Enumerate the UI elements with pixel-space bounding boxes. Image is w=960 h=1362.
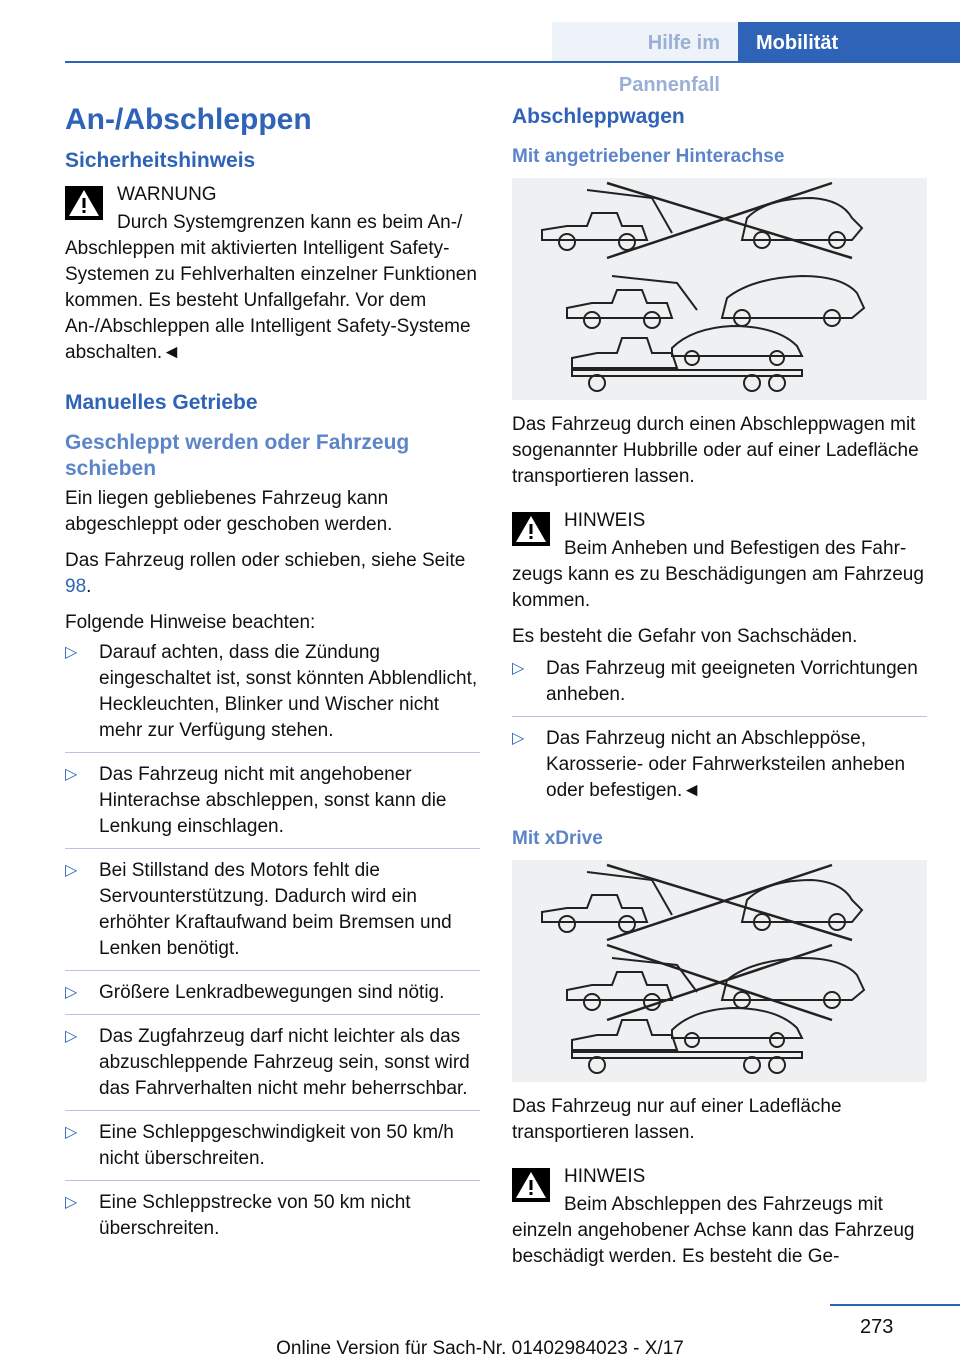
warning-label: WARNUNG <box>117 184 217 205</box>
reference-text: Das Fahrzeug rollen oder schieben, siehe Seite <box>65 550 466 571</box>
towing-illustration-rear-axle <box>512 178 927 400</box>
towing-diagram <box>512 178 927 400</box>
tow-row-3 <box>572 1008 802 1073</box>
reference-end: . <box>86 576 92 597</box>
hint-notice-2 <box>512 1162 927 1270</box>
manual-heading: Manuelles Getriebe <box>65 391 258 414</box>
hint-notice-1 <box>512 506 927 614</box>
xdrive-subheading: Mit xDrive <box>512 828 603 849</box>
hint-label: HINWEIS <box>564 1166 646 1187</box>
page-number: 273 <box>860 1316 894 1338</box>
header-tabs <box>552 22 960 96</box>
warning-first-line: Durch Systemgrenzen kann es beim An-/ <box>117 212 463 233</box>
list-item: ▷ Das Fahrzeug mit geeigneten Vorrichtungen anheben. <box>512 658 918 705</box>
rear-axle-subheading: Mit angetriebener Hinterachse <box>512 146 785 167</box>
list-item: ▷ Darauf achten, dass die Zündung eingeschaltet ist, sonst könnten Abblendlicht, Heckleuchten, Blinker und Wischer nicht mehr zur Verfügung stehen. <box>65 642 478 741</box>
warning-text: Abschleppen mit aktivierten Intelligent Safety-Systemen zu Fehlverhalten einzelner Funktionen kommen. Es besteht Unfallgefahr. Vor dem An-/Abschleppen alle Intelligent Safety-Systeme abschalten.◄ <box>65 238 477 363</box>
triangle-bullet-icon: ▷ <box>65 984 78 1001</box>
warning-icon <box>512 1168 550 1202</box>
triangle-bullet-icon: ▷ <box>65 644 78 661</box>
tow-truck-heading: Abschleppwagen <box>512 105 685 128</box>
tow-row-1 <box>542 190 862 250</box>
online-version-note: Online Version für Sach-Nr. 01402984023 - X/17 <box>276 1338 684 1359</box>
tow-row-2 <box>567 276 864 328</box>
xdrive-paragraph: Das Fahrzeug nur auf einer Ladefläche transportieren lassen. <box>512 1096 842 1143</box>
safety-heading: Sicherheitshinweis <box>65 149 256 172</box>
list-item: ▷ Das Zugfahrzeug darf nicht leichter als das abzuschleppende Fahrzeug sein, sonst wird das Fahrverhalten nicht mehr beherrschbar. <box>65 1014 480 1110</box>
left-bullet-list <box>65 640 480 1250</box>
list-item: ▷ Größere Lenkradbewegungen sind nötig. <box>65 970 480 1014</box>
hint-first-line: Beim Anheben und Befestigen des Fahr- <box>564 538 907 559</box>
warning-icon <box>65 186 103 220</box>
damage-paragraph: Es besteht die Gefahr von Sachschäden. <box>512 626 858 647</box>
triangle-bullet-icon: ▷ <box>65 1194 78 1211</box>
list-item: ▷ Eine Schleppstrecke von 50 km nicht überschreiten. <box>65 1180 480 1250</box>
footer-rule <box>830 1304 960 1306</box>
hint-first-line: Beim Abschleppen des Fahrzeugs mit <box>564 1194 883 1215</box>
hint-text: einzeln angehobener Achse kann das Fahrzeug beschädigt werden. Es besteht die Ge- <box>512 1220 915 1267</box>
intro-paragraph: Ein liegen gebliebenes Fahrzeug kann abgeschleppt oder geschoben werden. <box>65 488 393 535</box>
list-item: ▷ Bei Stillstand des Motors fehlt die Servounterstützung. Dadurch wird ein erhöhter Kraftaufwand beim Bremsen und Lenken benötigt. <box>65 848 480 970</box>
towed-heading: Geschleppt werden oder Fahrzeug schieben <box>65 431 410 480</box>
hint-text: zeugs kann es zu Beschädigungen am Fahrzeug kommen. <box>512 564 924 611</box>
left-column <box>65 96 480 1250</box>
list-item: ▷ Das Fahrzeug nicht mit angehobener Hinterachse abschleppen, sonst kann die Lenkung einschlagen. <box>65 752 480 848</box>
notes-intro: Folgende Hinweise beachten: <box>65 612 316 633</box>
header-rule <box>65 61 960 63</box>
triangle-bullet-icon: ▷ <box>512 660 525 677</box>
tow-row-1 <box>542 872 862 932</box>
tow-truck-paragraph: Das Fahrzeug durch einen Abschleppwagen mit sogenannter Hubbrille oder auf einer Ladefläche transportieren lassen. <box>512 414 919 487</box>
triangle-bullet-icon: ▷ <box>65 862 78 879</box>
towing-diagram <box>512 860 927 1082</box>
warning-icon <box>512 512 550 546</box>
triangle-bullet-icon: ▷ <box>512 730 525 747</box>
list-item: ▷ Eine Schleppgeschwindigkeit von 50 km/h nicht überschreiten. <box>65 1110 480 1180</box>
right-column <box>512 96 927 1270</box>
triangle-bullet-icon: ▷ <box>65 1124 78 1141</box>
right-bullet-list <box>512 656 927 812</box>
warning-notice <box>65 180 480 366</box>
page-link[interactable]: 98 <box>65 576 87 597</box>
tab-chapter[interactable]: Mobilität <box>738 22 960 62</box>
page-title: An-/Abschleppen <box>65 103 312 136</box>
list-item: ▷ Das Fahrzeug nicht an Abschleppöse, Karosserie- oder Fahrwerksteilen anheben oder befestigen.◄ <box>512 716 927 812</box>
tab-section[interactable]: Hilfe im Pannenfall <box>552 22 738 62</box>
towing-illustration-xdrive <box>512 860 927 1082</box>
hint-label: HINWEIS <box>564 510 646 531</box>
tow-row-3 <box>572 326 802 391</box>
reference-paragraph <box>65 548 480 600</box>
triangle-bullet-icon: ▷ <box>65 1028 78 1045</box>
triangle-bullet-icon: ▷ <box>65 766 78 783</box>
